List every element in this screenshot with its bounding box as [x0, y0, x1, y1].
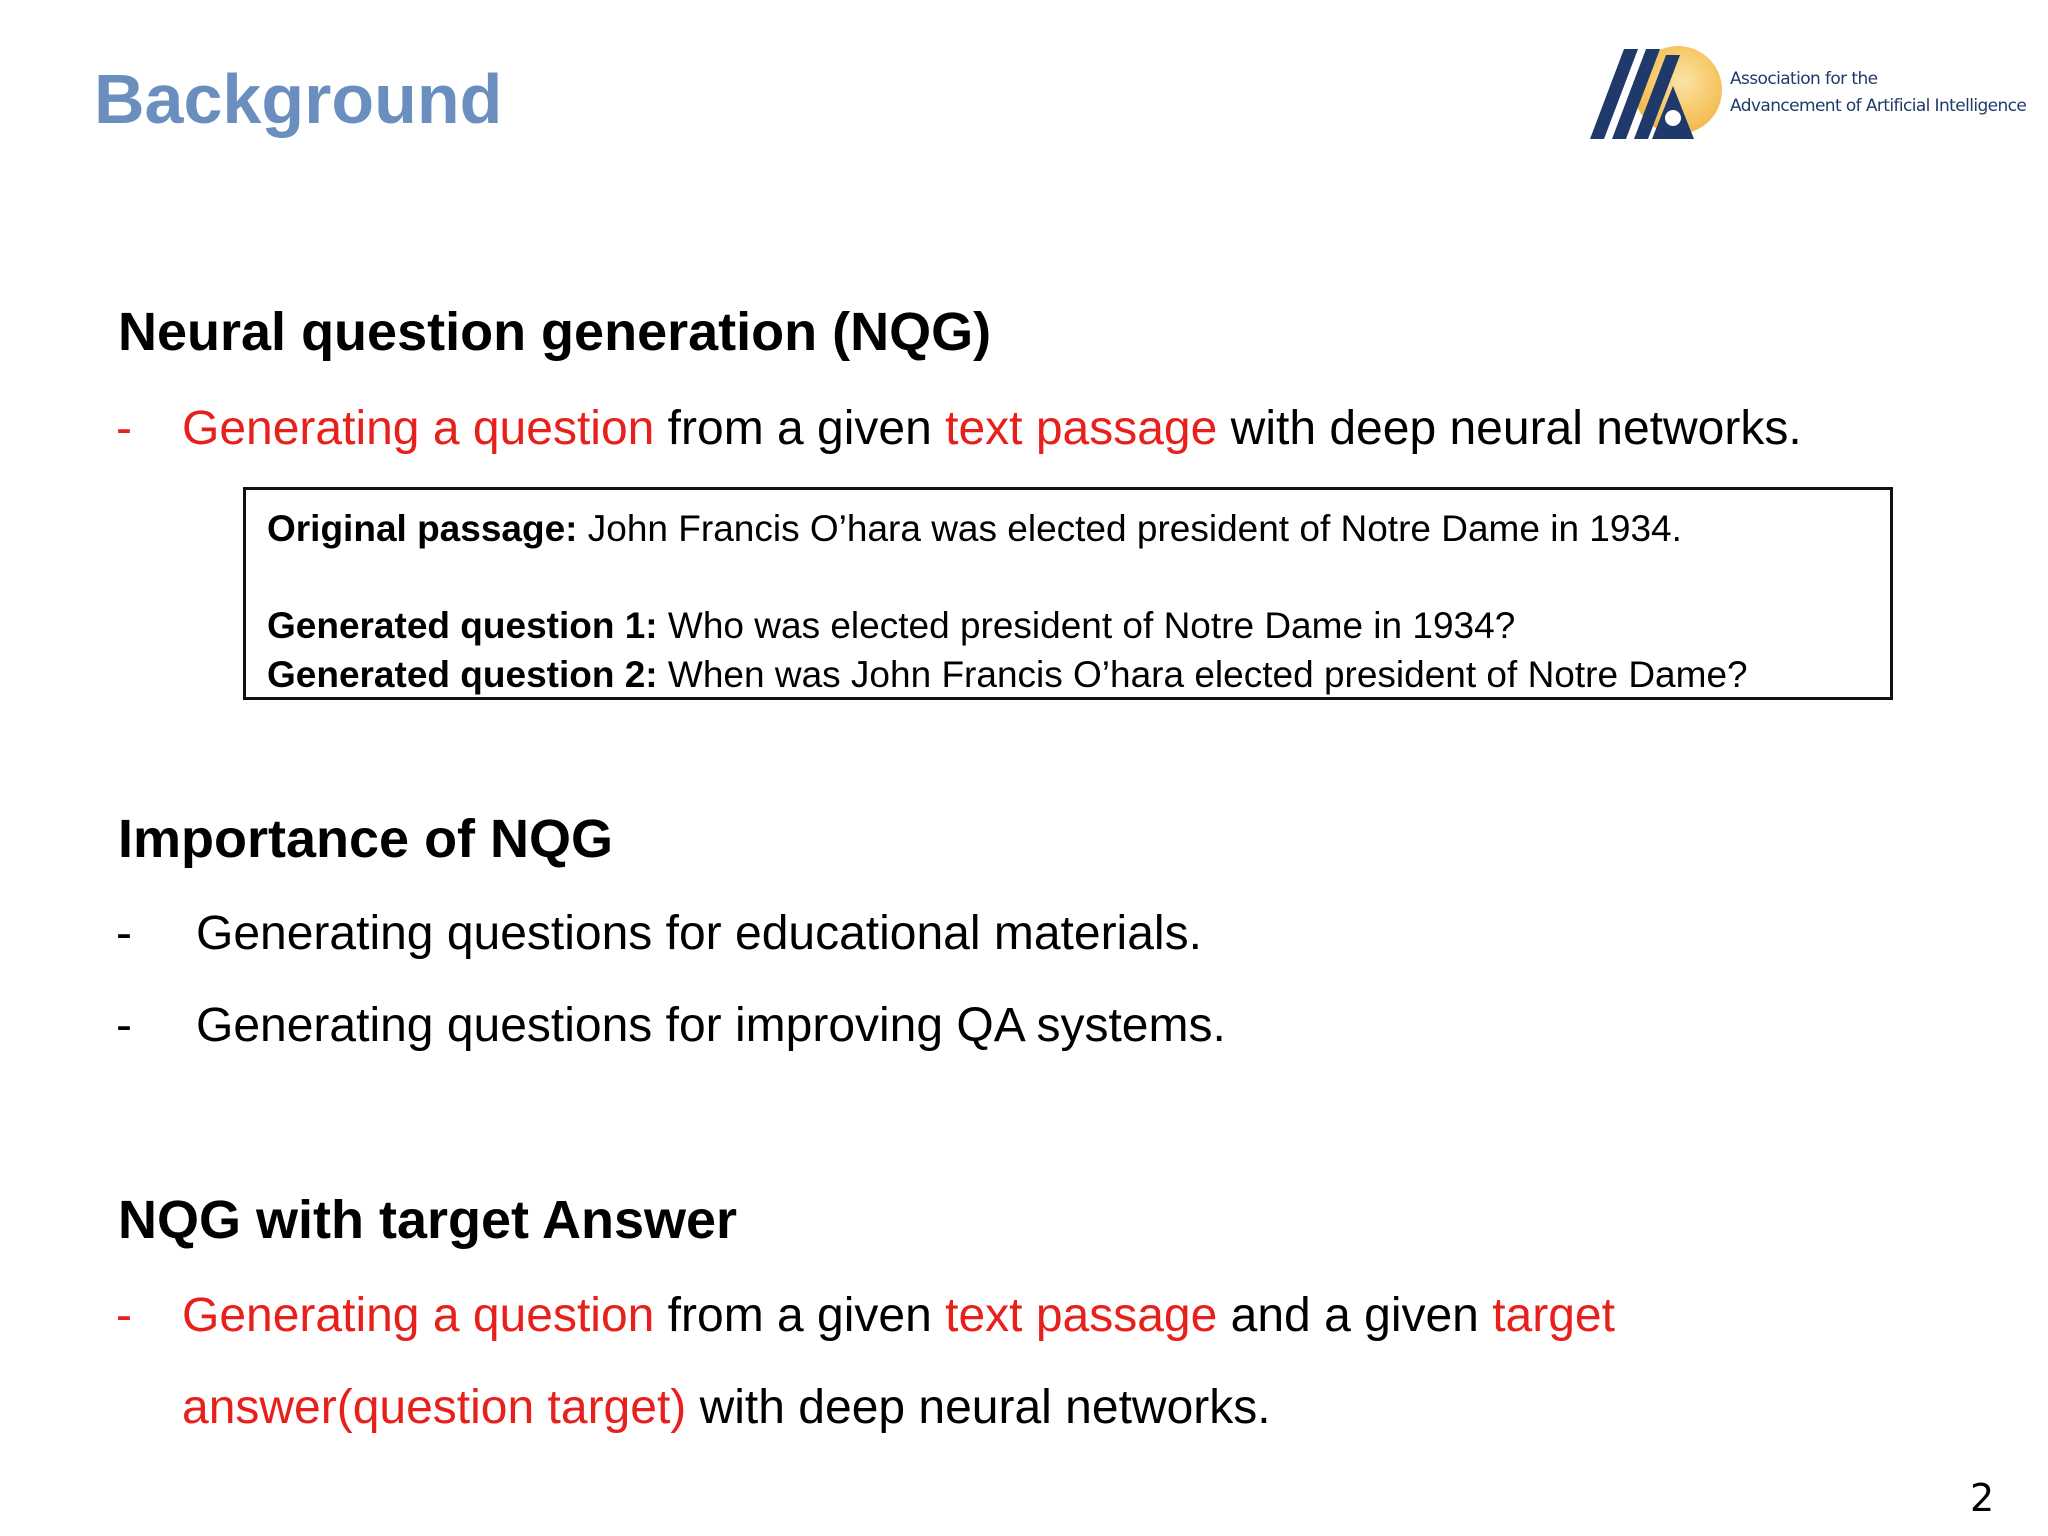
highlight-generating-question: Generating a question [182, 1289, 655, 1342]
logo-text [1730, 66, 2026, 120]
highlight-text-passage: text passage [945, 402, 1218, 455]
text-span: from a given [654, 1289, 946, 1342]
target-answer-definition-line1 [182, 1289, 1615, 1342]
highlight-text-passage: text passage [945, 1289, 1218, 1342]
generated-question-2-text: When was John Francis O’hara elected president of Notre Dame? [657, 654, 1748, 695]
importance-item-educational: Generating questions for educational materials. [196, 907, 1202, 960]
original-passage-text: John Francis O’hara was elected president of Notre Dame in 1934. [577, 508, 1682, 549]
generated-question-2-label: Generated question 2: [267, 654, 658, 695]
generated-question-1-text: Who was elected president of Notre Dame in 1934? [657, 605, 1516, 646]
text-span: from a given [654, 402, 946, 455]
generated-question-1-label: Generated question 1: [267, 605, 658, 646]
bullet-dash: - [116, 999, 132, 1052]
section-heading-importance: Importance of NQG [118, 809, 614, 869]
bullet-dash: - [116, 907, 132, 960]
bullet-dash: - [116, 1289, 132, 1342]
generated-question-1-line [267, 607, 1515, 644]
highlight-answer-question-target: answer(question target) [182, 1381, 687, 1434]
nqg-definition [182, 402, 1802, 455]
aaai-logo-icon [1590, 42, 1730, 152]
page-number: 2 [1970, 1476, 1995, 1520]
section-heading-nqg: Neural question generation (NQG) [118, 302, 992, 362]
logo-text-line1: Association for the [1730, 69, 1878, 89]
aaai-logo [1590, 42, 2027, 152]
example-box [243, 487, 1893, 700]
highlight-target: target [1492, 1289, 1615, 1342]
section-heading-target-answer: NQG with target Answer [118, 1190, 738, 1250]
target-answer-definition-line2 [182, 1381, 1271, 1434]
text-span: with deep neural networks. [686, 1381, 1271, 1434]
text-span: and a given [1217, 1289, 1493, 1342]
text-span: with deep neural networks. [1217, 402, 1802, 455]
importance-item-qa: Generating questions for improving QA systems. [196, 999, 1226, 1052]
bullet-dash: - [116, 402, 132, 455]
slide-title: Background [94, 60, 503, 138]
original-passage-label: Original passage: [267, 508, 578, 549]
generated-question-2-line [267, 656, 1748, 693]
original-passage-line [267, 510, 1682, 547]
logo-text-line2: Advancement of Artificial Intelligence [1730, 96, 2027, 116]
highlight-generating-question: Generating a question [182, 402, 655, 455]
